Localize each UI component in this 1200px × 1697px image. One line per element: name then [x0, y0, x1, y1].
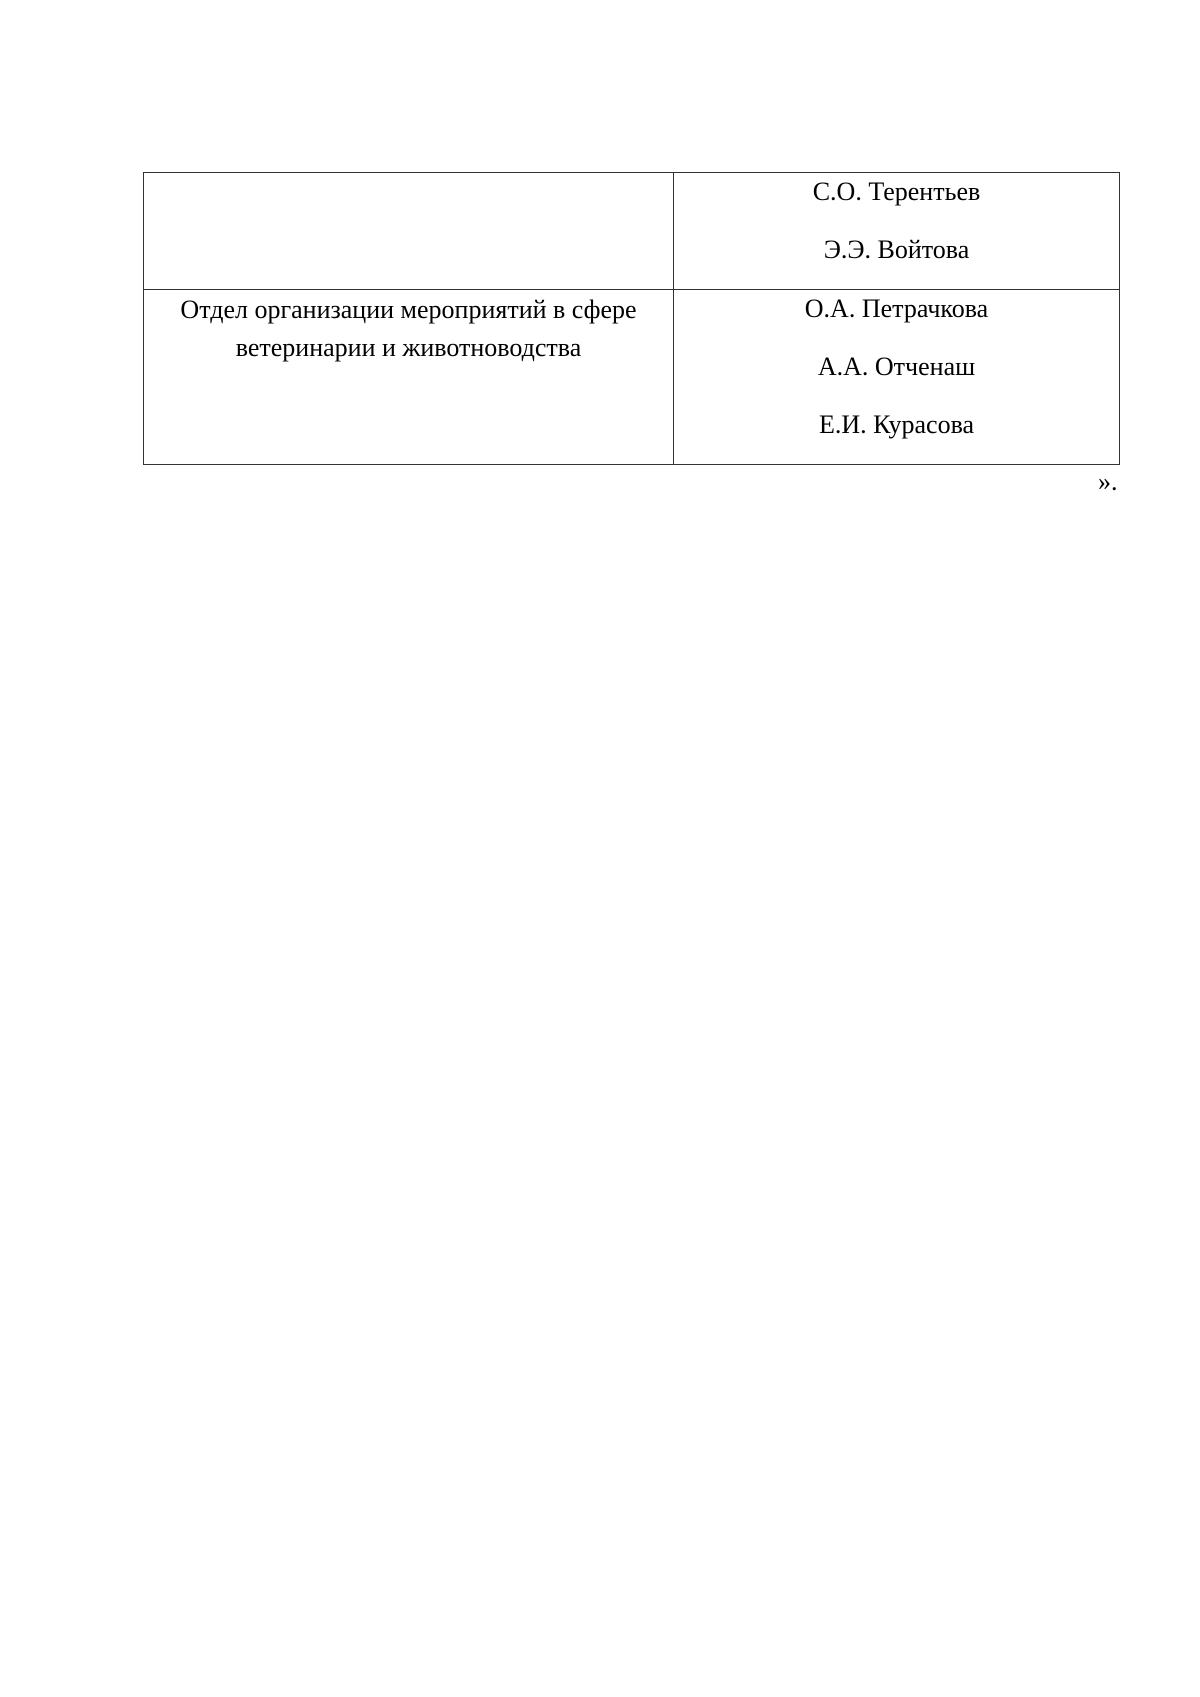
person-name: О.А. Петрачкова	[804, 294, 989, 323]
person-name: С.О. Терентьев	[812, 177, 981, 206]
department-name	[152, 173, 665, 174]
department-cell	[144, 290, 674, 465]
table-row	[144, 173, 1120, 290]
closing-quote-mark: ».	[1098, 467, 1118, 496]
person-name: Э.Э. Войтова	[823, 235, 970, 264]
staff-table	[143, 172, 1120, 465]
department-name: Отдел организации мероприятий в сфере ветеринарии и животноводства	[180, 295, 637, 362]
person-name: А.А. Отченаш	[817, 352, 976, 381]
department-cell	[144, 173, 674, 290]
person-name: Е.И. Курасова	[818, 410, 975, 439]
people-cell	[674, 173, 1120, 290]
table-row	[144, 290, 1120, 465]
people-cell	[674, 290, 1120, 465]
